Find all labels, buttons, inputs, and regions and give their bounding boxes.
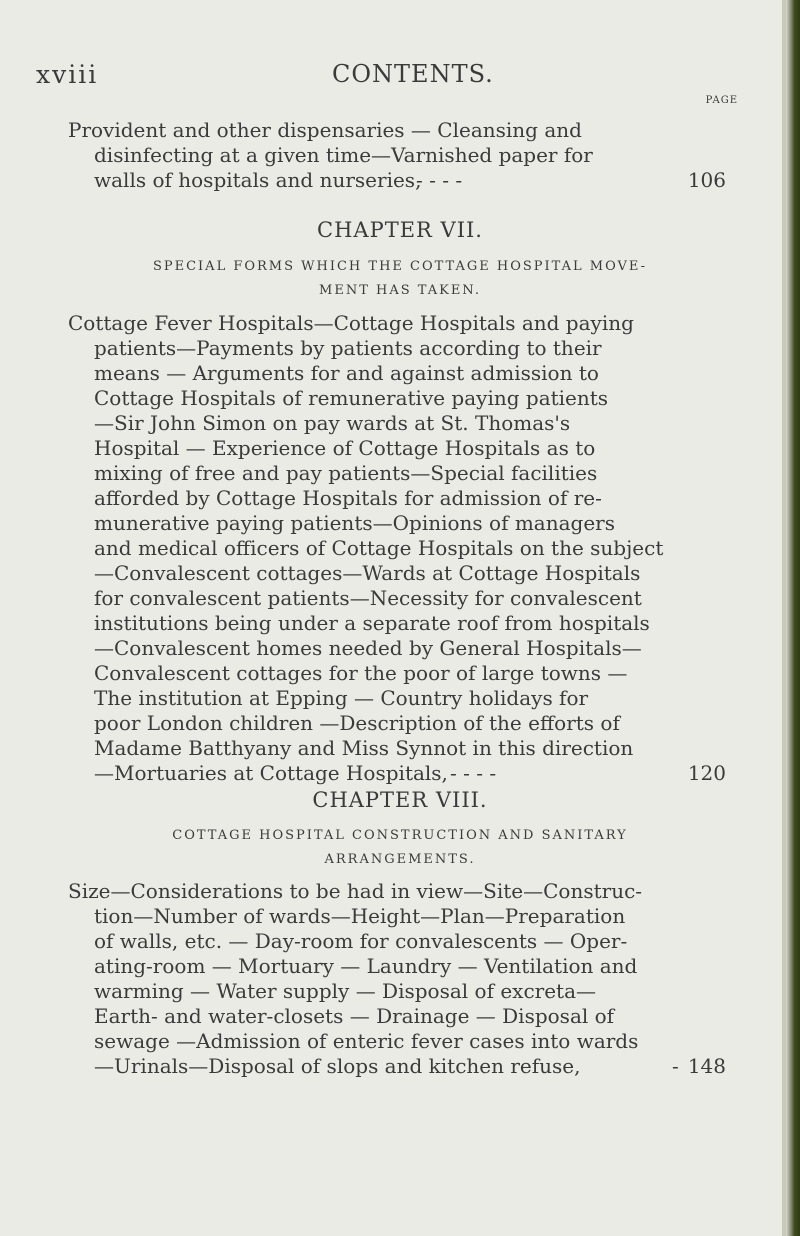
entry-line: disinfecting at a given time—Varnished paper for xyxy=(94,143,593,167)
entry-line-text: walls of hospitals and nurseries, xyxy=(94,168,422,192)
entry-line: —Convalescent cottages—Wards at Cottage Hospitals xyxy=(94,561,641,585)
entry-line: Cottage Hospitals of remunerative paying patients xyxy=(94,386,609,410)
entry-line: munerative paying patients—Opinions of managers xyxy=(94,511,615,535)
entry-line: patients—Payments by patients according to their xyxy=(94,336,602,360)
entry-line: ating-room — Mortuary — Laundry — Ventilation and xyxy=(94,954,638,978)
entry-line-text: —Urinals—Disposal of slops and kitchen refuse, xyxy=(94,1054,581,1078)
page-number: 120 xyxy=(687,761,726,785)
book-spine-edge xyxy=(786,0,800,1236)
entry-line: Size—Considerations to be had in view—Site—Construc- xyxy=(68,879,643,903)
entry-line: means — Arguments for and against admission to xyxy=(94,361,599,385)
entry-line: —Convalescent homes needed by General Hospitals— xyxy=(94,636,642,660)
running-head xyxy=(36,60,756,94)
dot-leader: - xyxy=(672,1054,679,1078)
contents-entry-chapter8 xyxy=(68,879,726,1079)
chapter-heading: CHAPTER VIII. xyxy=(312,788,488,812)
entry-line: for convalescent patients—Necessity for convalescent xyxy=(94,586,642,610)
dot-leader: - - - - xyxy=(450,761,497,785)
entry-line: mixing of free and pay patients—Special facilities xyxy=(94,461,598,485)
entry-line: institutions being under a separate roof from hospitals xyxy=(94,611,650,635)
contents-entry-chapter7 xyxy=(68,311,726,786)
chapter-subtitle-line: COTTAGE HOSPITAL CONSTRUCTION AND SANITARY xyxy=(172,828,628,843)
entry-line xyxy=(94,1054,726,1079)
entry-line: Convalescent cottages for the poor of large towns — xyxy=(94,661,628,685)
entry-line: of walls, etc. — Day-room for convalescents — Oper- xyxy=(94,929,628,953)
entry-line: poor London children —Description of the efforts of xyxy=(94,711,620,735)
entry-line: and medical officers of Cottage Hospitals on the subject xyxy=(94,536,664,560)
entry-line: Hospital — Experience of Cottage Hospitals as to xyxy=(94,436,596,460)
entry-line: sewage —Admission of enteric fever cases into wards xyxy=(94,1029,639,1053)
entry-line xyxy=(94,168,726,193)
page-number: 106 xyxy=(687,168,726,192)
entry-line: warming — Water supply — Disposal of excreta— xyxy=(94,979,597,1003)
contents-entry-chapter6-end xyxy=(68,118,726,193)
entry-line: tion—Number of wards—Height—Plan—Preparation xyxy=(94,904,626,928)
page-folio: xviii xyxy=(36,60,99,89)
entry-line xyxy=(94,761,726,786)
chapter-subtitle-line: ARRANGEMENTS. xyxy=(324,852,476,867)
entry-line: Madame Batthyany and Miss Synnot in this direction xyxy=(94,736,634,760)
entry-line: Earth- and water-closets — Drainage — Disposal of xyxy=(94,1004,615,1028)
page-number: 148 xyxy=(687,1054,726,1078)
chapter-subtitle-line: SPECIAL FORMS WHICH THE COTTAGE HOSPITAL MOVE- xyxy=(152,259,648,274)
running-title: CONTENTS. xyxy=(332,60,494,88)
entry-line: afforded by Cottage Hospitals for admission of re- xyxy=(94,486,602,510)
entry-line: Provident and other dispensaries — Cleansing and xyxy=(68,118,582,142)
chapter-heading: CHAPTER VII. xyxy=(317,218,483,242)
dot-leader: - - - - xyxy=(416,168,463,192)
entry-line-text: —Mortuaries at Cottage Hospitals, xyxy=(94,761,448,785)
entry-line: —Sir John Simon on pay wards at St. Thomas's xyxy=(94,411,571,435)
entry-line: Cottage Fever Hospitals—Cottage Hospitals and paying xyxy=(68,311,634,335)
chapter-subtitle-line: MENT HAS TAKEN. xyxy=(319,283,481,298)
entry-line: The institution at Epping — Country holidays for xyxy=(94,686,589,710)
page-column-label: PAGE xyxy=(705,95,738,106)
